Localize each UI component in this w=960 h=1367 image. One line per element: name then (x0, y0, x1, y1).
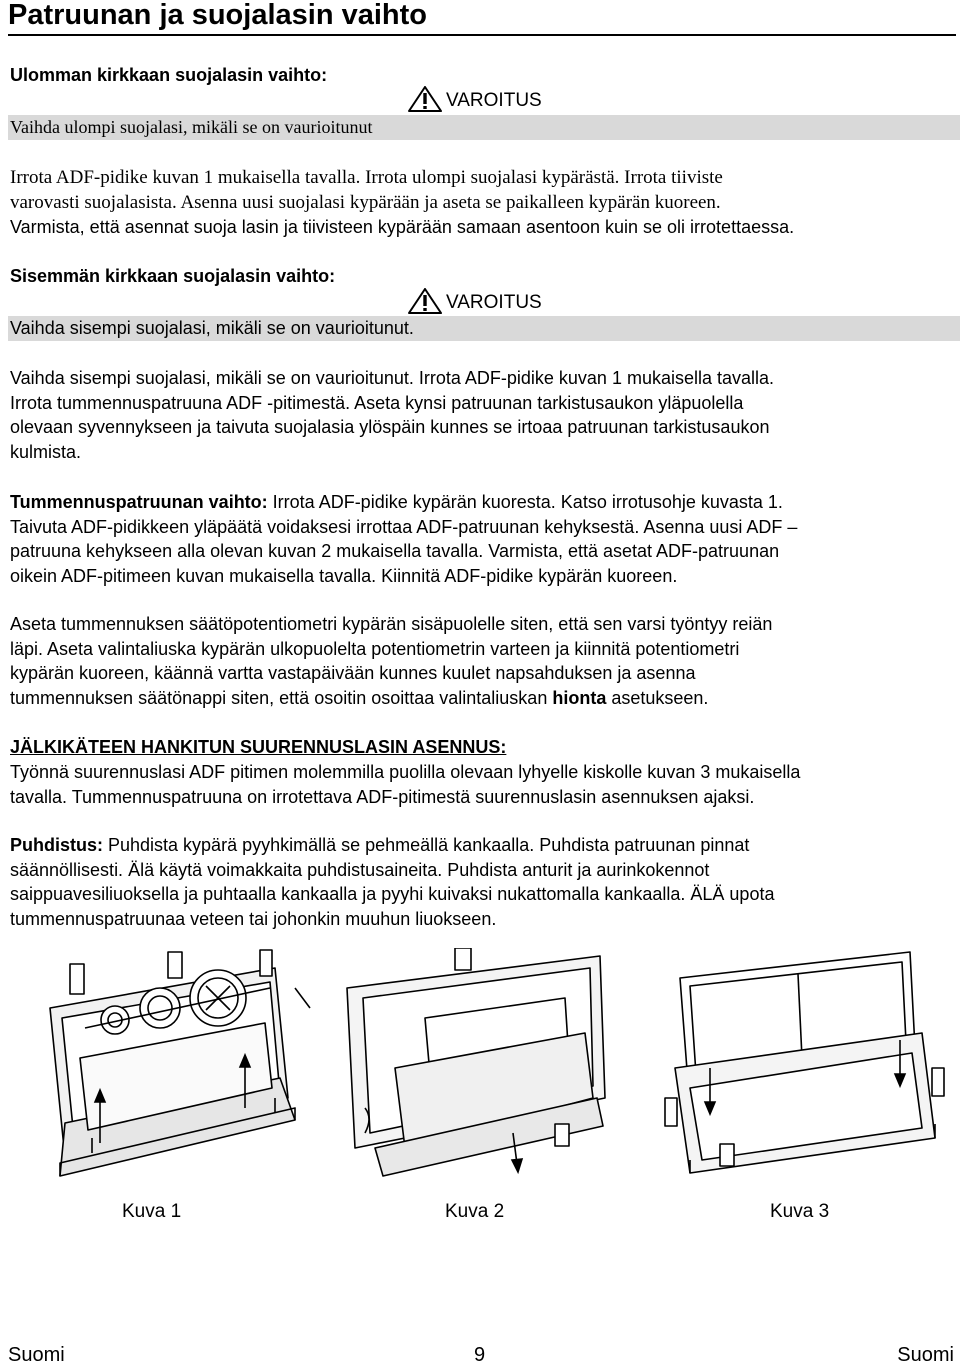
figure-2-cartridge-install (335, 948, 620, 1178)
section-heading-inner-lens: Sisemmän kirkkaan suojalasin vaihto: (10, 266, 336, 286)
text-line: varovasti suojalasista. Asenna uusi suojalasi kypärään ja aseta se paikalleen kypärän kuoreen. (10, 191, 721, 213)
warning-label (408, 288, 542, 314)
text-line: Työnnä suurennuslasi ADF pitimen molemmilla puolilla olevaan lyhyelle kiskolle kuvan 3 mukaisella (10, 762, 801, 782)
lead-text: Tummennuspatruunan vaihto: (10, 492, 268, 512)
text-line: läpi. Aseta valintaliuska kypärän ulkopuolelta potentiometrin varteen ja kiinnitä potentiometri (10, 638, 740, 659)
text-line (10, 833, 954, 858)
text-line: Irrota ADF-pidike kuvan 1 mukaisella tavalla. Irrota ulompi suojalasi kypärästä. Irrota tiiviste (10, 167, 723, 188)
figure-caption-3: Kuva 3 (770, 1201, 830, 1222)
page-title: Patruunan ja suojalasin vaihto (8, 0, 427, 31)
figure-caption-1: Kuva 1 (122, 1201, 182, 1222)
bold-text: hionta (552, 687, 607, 708)
text-span: asetukseen. (606, 687, 709, 708)
warning-bar (8, 316, 960, 341)
warning-triangle-icon (408, 288, 442, 314)
title-rule (8, 34, 956, 36)
text-line: Varmista, että asennat suoja lasin ja tiivisteen kypärään samaan asentoon kuin se oli irrotettaessa. (10, 217, 795, 237)
paragraph-potentiometer (10, 612, 954, 710)
warning-label-text: VAROITUS (446, 90, 542, 111)
text-line: oikein ADF-pitimeen kuvan mukaisella tavalla. Kiinnitä ADF-pidike kypärän kuoreen. (10, 565, 678, 586)
text-span: Irrota ADF-pidike kypärän kuoresta. Katso irrotusohje kuvasta 1. (267, 492, 783, 512)
text-span: tummennuksen säätönappi siten, että osoitin osoittaa valintaliuskan (10, 687, 553, 708)
text-line: Vaihda sisempi suojalasi, mikäli se on vaurioitunut. Irrota ADF-pidike kuvan 1 mukaisella tavalla. (10, 368, 775, 388)
footer-language-left: Suomi (8, 1344, 65, 1366)
section-heading-magnifier: JÄLKIKÄTEEN HANKITUN SUURENNUSLASIN ASENNUS: (10, 737, 507, 757)
warning-text: Vaihda sisempi suojalasi, mikäli se on vaurioitunut. (10, 318, 414, 338)
warning-label (408, 86, 542, 112)
text-line: olevaan syvennykseen ja taivuta suojalasia ylöspäin kunnes se irtoaa patruunan tarkistusaukon (10, 417, 770, 437)
section-heading-outer-lens: Ulomman kirkkaan suojalasin vaihto: (10, 65, 328, 85)
text-line: patruuna kehykseen alla olevan kuvan 2 mukaisella tavalla. Varmista, että asetat ADF-patruunan (10, 541, 780, 561)
text-line: kypärän kuoreen, käännä vartta vastapäivään kunnes kuulet napsahduksen ja asenna (10, 663, 696, 683)
text-line: Aseta tummennuksen säätöpotentiometri kypärän sisäpuolelle siten, että sen varsi työntyy reiän (10, 614, 773, 634)
text-line: Irrota tummennuspatruuna ADF -pitimestä. Aseta kynsi patruunan tarkistusaukon yläpuolella (10, 392, 744, 413)
warning-triangle-icon (408, 86, 442, 112)
figure-3-magnifier-install (650, 948, 950, 1178)
text-line: tavalla. Tummennuspatruuna on irrotettava ADF-pitimestä suurennuslasin asennuksen ajaksi. (10, 786, 755, 807)
paragraph-outer-lens (10, 166, 954, 215)
warning-label-text: VAROITUS (446, 292, 542, 313)
text-line: Taivuta ADF-pidikkeen yläpäätä voidaksesi irrottaa ADF-patruunan kehyksestä. Asenna uusi ADF – (10, 516, 798, 537)
figure-caption-2: Kuva 2 (445, 1201, 505, 1222)
text-line: kulmista. (10, 441, 82, 462)
paragraph-outer-lens-2 (10, 215, 954, 240)
footer-language-right: Suomi (897, 1344, 954, 1366)
text-line (10, 686, 954, 711)
warning-text: Vaihda ulompi suojalasi, mikäli se on vaurioitunut (10, 117, 373, 137)
lead-text: Puhdistus: (10, 835, 103, 855)
paragraph-cartridge (10, 490, 954, 588)
footer-page-number: 9 (474, 1344, 486, 1366)
paragraph-magnifier (10, 760, 954, 809)
text-line (10, 490, 954, 515)
figure-1-adf-holder-removal (20, 948, 320, 1178)
text-span: Puhdista kypärä pyyhkimällä se pehmeällä kankaalla. Puhdista patruunan pinnat (103, 835, 750, 855)
text-line: säännöllisesti. Älä käytä voimakkaita puhdistusaineita. Puhdista anturit ja aurinkokennot (10, 859, 710, 880)
warning-bar (8, 115, 960, 140)
text-line: saippuavesiliuoksella ja puhtaalla kankaalla ja pyyhi kuivaksi nukattomalla kankaalla. ÄLÄ upota (10, 884, 775, 904)
paragraph-cleaning (10, 833, 954, 931)
text-line: tummennuspatruunaa veteen tai johonkin muuhun liuokseen. (10, 908, 497, 929)
paragraph-inner-lens (10, 366, 954, 464)
